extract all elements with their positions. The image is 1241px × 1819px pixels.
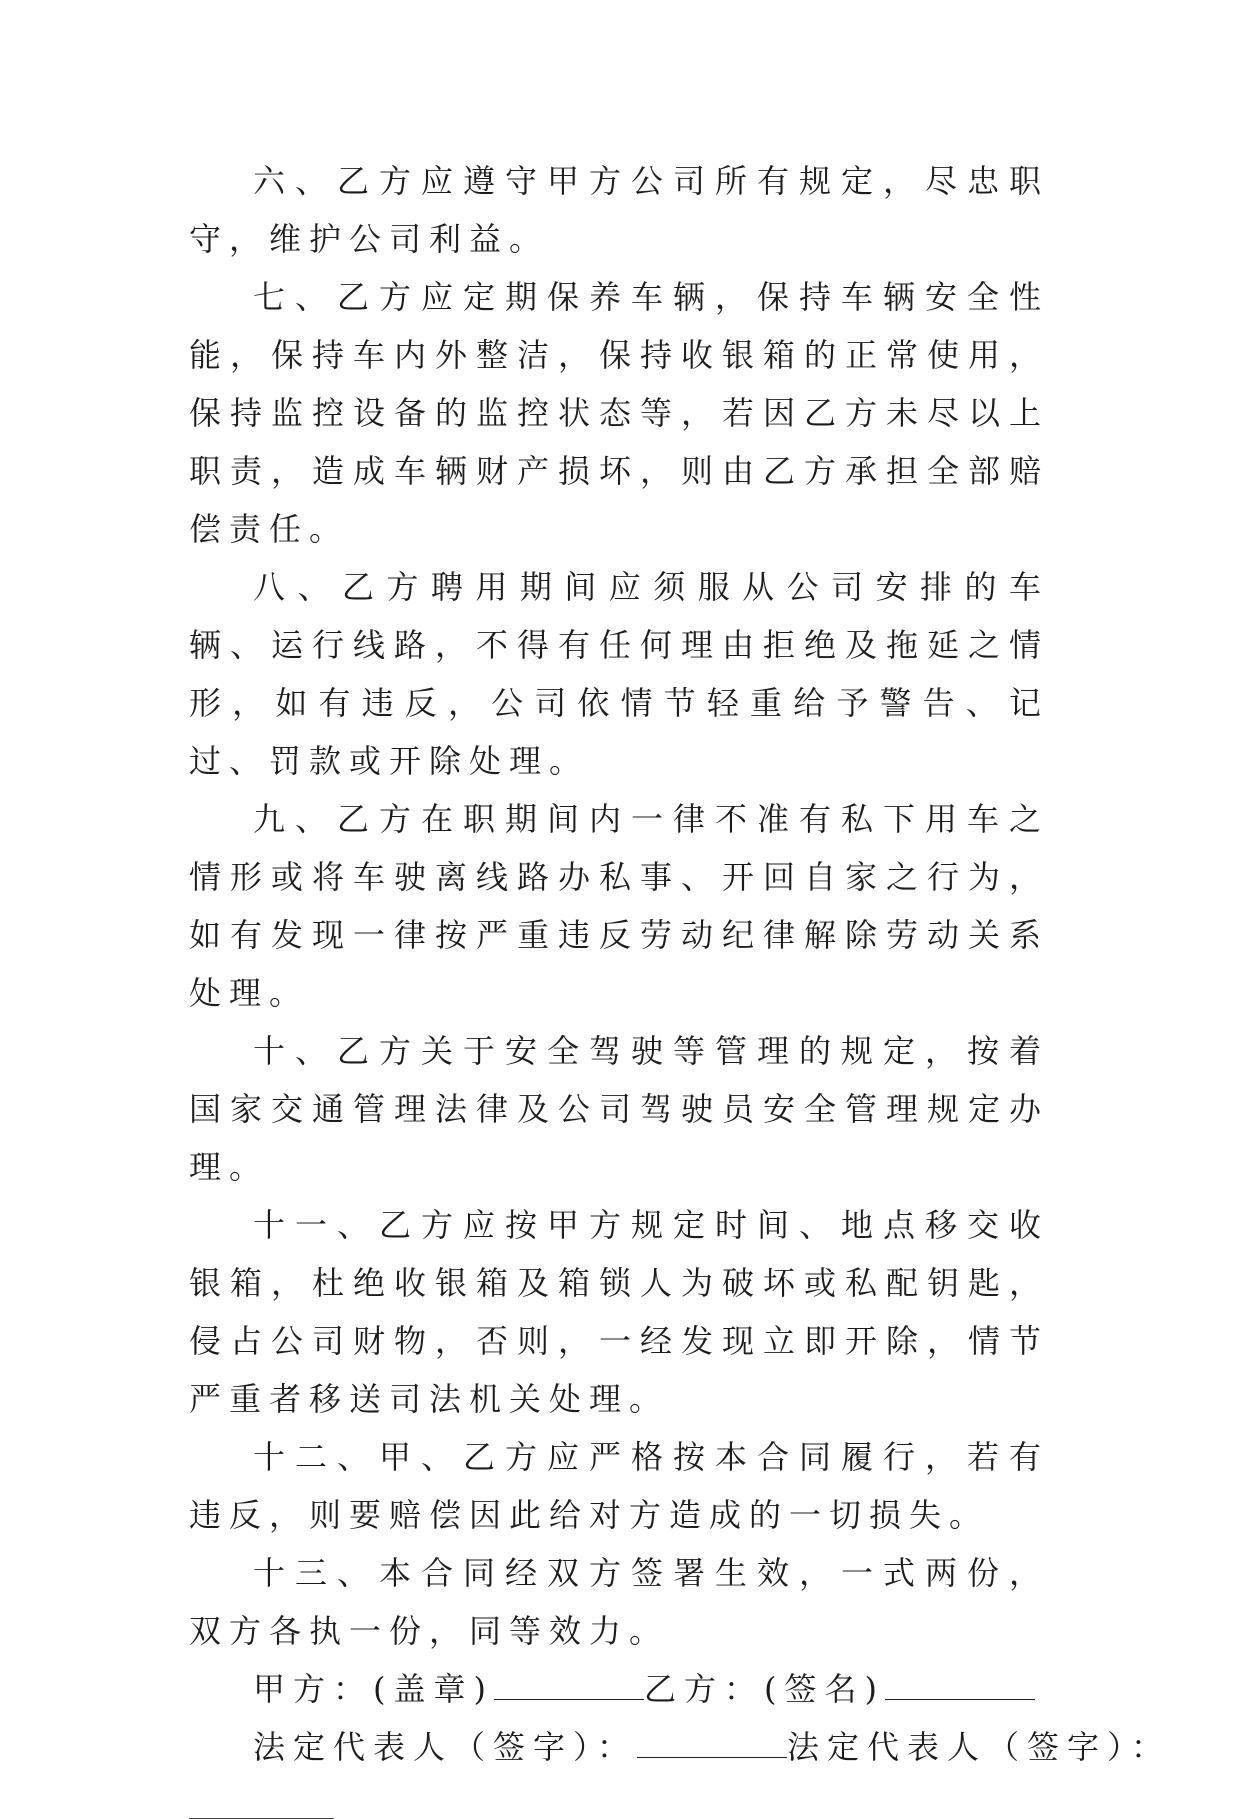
party-b-blank	[885, 1671, 1035, 1700]
clause-10: 十、乙方关于安全驾驶等管理的规定，按着国家交通管理法律及公司驾驶员安全管理规定办理。	[189, 1032, 1049, 1186]
clause-11: 十一、乙方应按甲方规定时间、地点移交收银箱，杜绝收银箱及箱锁人为破坏或私配钥匙，侵占公司财物，否则，一经发现立即开除，情节严重者移送司法机关处理。	[189, 1206, 1049, 1418]
clause-6: 六、乙方应遵守甲方公司所有规定，尽忠职守，维护公司利益。	[189, 162, 1049, 258]
rep-a-label: 法定代表人（签字）：	[253, 1728, 638, 1766]
clause-9: 九、乙方在职期间内一律不准有私下用车之情形或将车驶离线路办私事、开回自家之行为，如有发现一律按严重违反劳动纪律解除劳动关系处理。	[189, 800, 1049, 1012]
party-signature-line	[189, 1660, 1049, 1718]
party-a-label: 甲方：(盖章)	[253, 1670, 494, 1708]
clause-8: 八、乙方聘用期间应须服从公司安排的车辆、运行线路，不得有任何理由拒绝及拖延之情形，如有违反，公司依情节轻重给予警告、记过、罚款或开除处理。	[189, 568, 1049, 780]
contract-body	[189, 152, 1172, 1819]
party-a-blank	[494, 1671, 644, 1700]
clause-12: 十二、甲、乙方应严格按本合同履行，若有违反，则要赔偿因此给对方造成的一切损失。	[189, 1438, 1049, 1534]
clause-7: 七、乙方应定期保养车辆，保持车辆安全性能，保持车内外整洁，保持收银箱的正常使用，保持监控设备的监控状态等，若因乙方未尽以上职责，造成车辆财产损坏，则由乙方承担全部赔偿责任。	[189, 278, 1049, 548]
rep-b-label: 法定代表人（签字）：	[787, 1728, 1172, 1766]
representative-signature-line	[189, 1718, 1172, 1776]
clause-13: 十三、本合同经双方签署生效，一式两份，双方各执一份，同等效力。	[189, 1554, 1049, 1650]
party-b-label: 乙方：(签名)	[643, 1670, 885, 1708]
